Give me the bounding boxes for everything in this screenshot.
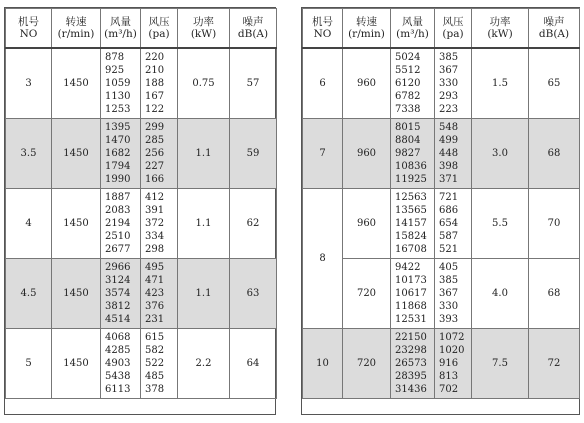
cell-speed: 960 bbox=[343, 119, 391, 189]
pressure-value: 448 bbox=[439, 148, 459, 159]
cell-no: 4.5 bbox=[6, 259, 52, 329]
cell-no: 3 bbox=[6, 48, 52, 119]
flow-value: 9827 bbox=[395, 148, 421, 159]
flow-value: 3574 bbox=[105, 288, 131, 299]
flow-value: 6782 bbox=[395, 91, 421, 102]
cell-speed: 1450 bbox=[52, 329, 101, 399]
table-header-row bbox=[303, 9, 580, 49]
cell-flow bbox=[391, 189, 435, 259]
table-row bbox=[303, 259, 580, 329]
pressure-value: 227 bbox=[145, 161, 165, 172]
flow-value: 16708 bbox=[395, 244, 427, 255]
pressure-value: 587 bbox=[439, 231, 459, 242]
cell-power: 1.5 bbox=[472, 48, 529, 119]
flow-value: 3124 bbox=[105, 275, 131, 286]
cell-no: 6 bbox=[303, 48, 343, 119]
cell-pressure bbox=[435, 48, 472, 119]
pressure-value: 398 bbox=[439, 161, 459, 172]
cell-flow bbox=[391, 119, 435, 189]
cell-speed: 720 bbox=[343, 259, 391, 329]
flow-value: 5438 bbox=[105, 371, 131, 382]
flow-value: 11868 bbox=[395, 301, 427, 312]
cell-noise: 62 bbox=[230, 189, 277, 259]
flow-value: 1794 bbox=[105, 161, 131, 172]
pressure-value: 122 bbox=[145, 104, 165, 115]
pressure-value: 231 bbox=[145, 314, 165, 325]
header-power: 功率 (kW) bbox=[472, 9, 529, 49]
pressure-value: 367 bbox=[439, 65, 459, 76]
header-power: 功率 (kW) bbox=[178, 9, 230, 49]
header-no: 机号 NO bbox=[6, 9, 52, 49]
header-noise: 噪声 dB(A) bbox=[529, 9, 580, 49]
flow-value: 8015 bbox=[395, 122, 421, 133]
pressure-value: 223 bbox=[439, 104, 459, 115]
header-pressure: 风压 (pa) bbox=[141, 9, 178, 49]
flow-value: 5024 bbox=[395, 52, 421, 63]
cell-noise: 57 bbox=[230, 48, 277, 119]
pressure-value: 423 bbox=[145, 288, 165, 299]
cell-no: 7 bbox=[303, 119, 343, 189]
pressure-value: 471 bbox=[145, 275, 165, 286]
header-noise: 噪声 dB(A) bbox=[230, 9, 277, 49]
flow-value: 925 bbox=[105, 65, 125, 76]
cell-power: 7.5 bbox=[472, 329, 529, 399]
cell-flow bbox=[101, 119, 141, 189]
flow-value: 1887 bbox=[105, 192, 131, 203]
pressure-value: 916 bbox=[439, 358, 459, 369]
flow-value: 13565 bbox=[395, 205, 427, 216]
cell-noise: 70 bbox=[529, 189, 580, 259]
pressure-value: 330 bbox=[439, 301, 459, 312]
flow-value: 3812 bbox=[105, 301, 131, 312]
pressure-value: 285 bbox=[145, 135, 165, 146]
flow-value: 4068 bbox=[105, 332, 131, 343]
pressure-value: 412 bbox=[145, 192, 165, 203]
cell-flow bbox=[391, 329, 435, 399]
flow-value: 2966 bbox=[105, 262, 131, 273]
pressure-value: 1072 bbox=[439, 332, 465, 343]
cell-pressure bbox=[141, 259, 178, 329]
cell-pressure bbox=[141, 189, 178, 259]
flow-value: 23298 bbox=[395, 345, 427, 356]
flow-value: 2510 bbox=[105, 231, 131, 242]
flow-value: 31436 bbox=[395, 384, 427, 395]
cell-no: 8 bbox=[303, 189, 343, 329]
pressure-value: 330 bbox=[439, 78, 459, 89]
flow-value: 6120 bbox=[395, 78, 421, 89]
flow-value: 15824 bbox=[395, 231, 427, 242]
table-header-row bbox=[6, 9, 277, 49]
flow-value: 1059 bbox=[105, 78, 131, 89]
table-row bbox=[6, 189, 277, 259]
pressure-value: 721 bbox=[439, 192, 459, 203]
pressure-value: 548 bbox=[439, 122, 459, 133]
cell-speed: 960 bbox=[343, 48, 391, 119]
cell-no: 4 bbox=[6, 189, 52, 259]
cell-power: 4.0 bbox=[472, 259, 529, 329]
cell-flow bbox=[391, 48, 435, 119]
cell-power: 0.75 bbox=[178, 48, 230, 119]
cell-pressure bbox=[435, 119, 472, 189]
cell-noise: 72 bbox=[529, 329, 580, 399]
cell-pressure bbox=[435, 329, 472, 399]
flow-value: 11925 bbox=[395, 174, 427, 185]
flow-value: 2083 bbox=[105, 205, 131, 216]
cell-noise: 65 bbox=[529, 48, 580, 119]
flow-value: 1253 bbox=[105, 104, 131, 115]
cell-pressure bbox=[435, 259, 472, 329]
cell-flow bbox=[101, 189, 141, 259]
pressure-value: 405 bbox=[439, 262, 459, 273]
pressure-value: 702 bbox=[439, 384, 459, 395]
flow-value: 10173 bbox=[395, 275, 427, 286]
cell-power: 2.2 bbox=[178, 329, 230, 399]
cell-speed: 960 bbox=[343, 189, 391, 259]
cell-speed: 1450 bbox=[52, 189, 101, 259]
cell-pressure bbox=[141, 329, 178, 399]
pressure-value: 220 bbox=[145, 52, 165, 63]
cell-power: 1.1 bbox=[178, 189, 230, 259]
cell-speed: 1450 bbox=[52, 119, 101, 189]
table-row bbox=[6, 329, 277, 399]
pressure-value: 367 bbox=[439, 288, 459, 299]
cell-flow bbox=[101, 48, 141, 119]
cell-power: 1.1 bbox=[178, 119, 230, 189]
header-no: 机号 NO bbox=[303, 9, 343, 49]
header-speed: 转速 (r/min) bbox=[343, 9, 391, 49]
cell-pressure bbox=[435, 189, 472, 259]
pressure-value: 385 bbox=[439, 275, 459, 286]
flow-value: 878 bbox=[105, 52, 125, 63]
pressure-value: 378 bbox=[145, 384, 165, 395]
pressure-value: 1020 bbox=[439, 345, 465, 356]
pressure-value: 334 bbox=[145, 231, 165, 242]
pressure-value: 188 bbox=[145, 78, 165, 89]
cell-noise: 64 bbox=[230, 329, 277, 399]
header-pressure: 风压 (pa) bbox=[435, 9, 472, 49]
flow-value: 2677 bbox=[105, 244, 131, 255]
cell-speed: 1450 bbox=[52, 48, 101, 119]
table-row bbox=[6, 48, 277, 119]
cell-flow bbox=[391, 259, 435, 329]
flow-value: 1130 bbox=[105, 91, 131, 102]
flow-value: 14157 bbox=[395, 218, 427, 229]
pressure-value: 210 bbox=[145, 65, 165, 76]
table-row bbox=[303, 189, 580, 259]
cell-power: 5.5 bbox=[472, 189, 529, 259]
table-row bbox=[303, 329, 580, 399]
cell-speed: 1450 bbox=[52, 259, 101, 329]
flow-value: 10836 bbox=[395, 161, 427, 172]
cell-no: 3.5 bbox=[6, 119, 52, 189]
pressure-value: 391 bbox=[145, 205, 165, 216]
cell-no: 5 bbox=[6, 329, 52, 399]
header-speed: 转速 (r/min) bbox=[52, 9, 101, 49]
flow-value: 7338 bbox=[395, 104, 421, 115]
pressure-value: 813 bbox=[439, 371, 459, 382]
cell-pressure bbox=[141, 48, 178, 119]
table-row bbox=[303, 119, 580, 189]
pressure-value: 521 bbox=[439, 244, 459, 255]
pressure-value: 522 bbox=[145, 358, 165, 369]
cell-power: 1.1 bbox=[178, 259, 230, 329]
pressure-value: 299 bbox=[145, 122, 165, 133]
flow-value: 1470 bbox=[105, 135, 131, 146]
flow-value: 5512 bbox=[395, 65, 421, 76]
flow-value: 1395 bbox=[105, 122, 131, 133]
pressure-value: 371 bbox=[439, 174, 459, 185]
cell-speed: 720 bbox=[343, 329, 391, 399]
flow-value: 12531 bbox=[395, 314, 427, 325]
pressure-value: 167 bbox=[145, 91, 165, 102]
cell-noise: 63 bbox=[230, 259, 277, 329]
pressure-value: 166 bbox=[145, 174, 165, 185]
cell-noise: 59 bbox=[230, 119, 277, 189]
table-row bbox=[6, 259, 277, 329]
flow-value: 8804 bbox=[395, 135, 421, 146]
pressure-value: 298 bbox=[145, 244, 165, 255]
table-row bbox=[6, 119, 277, 189]
table-row bbox=[303, 48, 580, 119]
fan-spec-table-right bbox=[302, 8, 580, 399]
header-flow: 风量 (m³/h) bbox=[101, 9, 141, 49]
flow-value: 6113 bbox=[105, 384, 131, 395]
pressure-value: 485 bbox=[145, 371, 165, 382]
cell-power: 3.0 bbox=[472, 119, 529, 189]
cell-pressure bbox=[141, 119, 178, 189]
cell-noise: 68 bbox=[529, 119, 580, 189]
flow-value: 1682 bbox=[105, 148, 131, 159]
pressure-value: 376 bbox=[145, 301, 165, 312]
pressure-value: 615 bbox=[145, 332, 165, 343]
flow-value: 4514 bbox=[105, 314, 131, 325]
pressure-value: 385 bbox=[439, 52, 459, 63]
pressure-value: 686 bbox=[439, 205, 459, 216]
pressure-value: 495 bbox=[145, 262, 165, 273]
header-flow: 风量 (m³/h) bbox=[391, 9, 435, 49]
flow-value: 26573 bbox=[395, 358, 427, 369]
flow-value: 1990 bbox=[105, 174, 131, 185]
pressure-value: 256 bbox=[145, 148, 165, 159]
flow-value: 4903 bbox=[105, 358, 131, 369]
flow-value: 10617 bbox=[395, 288, 427, 299]
pressure-value: 654 bbox=[439, 218, 459, 229]
flow-value: 12563 bbox=[395, 192, 427, 203]
flow-value: 2194 bbox=[105, 218, 131, 229]
pressure-value: 499 bbox=[439, 135, 459, 146]
pressure-value: 372 bbox=[145, 218, 165, 229]
flow-value: 22150 bbox=[395, 332, 427, 343]
fan-spec-table-left bbox=[5, 8, 277, 399]
pressure-value: 393 bbox=[439, 314, 459, 325]
cell-noise: 68 bbox=[529, 259, 580, 329]
cell-flow bbox=[101, 329, 141, 399]
flow-value: 4285 bbox=[105, 345, 131, 356]
pressure-value: 582 bbox=[145, 345, 165, 356]
cell-no: 10 bbox=[303, 329, 343, 399]
flow-value: 28395 bbox=[395, 371, 427, 382]
cell-flow bbox=[101, 259, 141, 329]
flow-value: 9422 bbox=[395, 262, 421, 273]
pressure-value: 293 bbox=[439, 91, 459, 102]
